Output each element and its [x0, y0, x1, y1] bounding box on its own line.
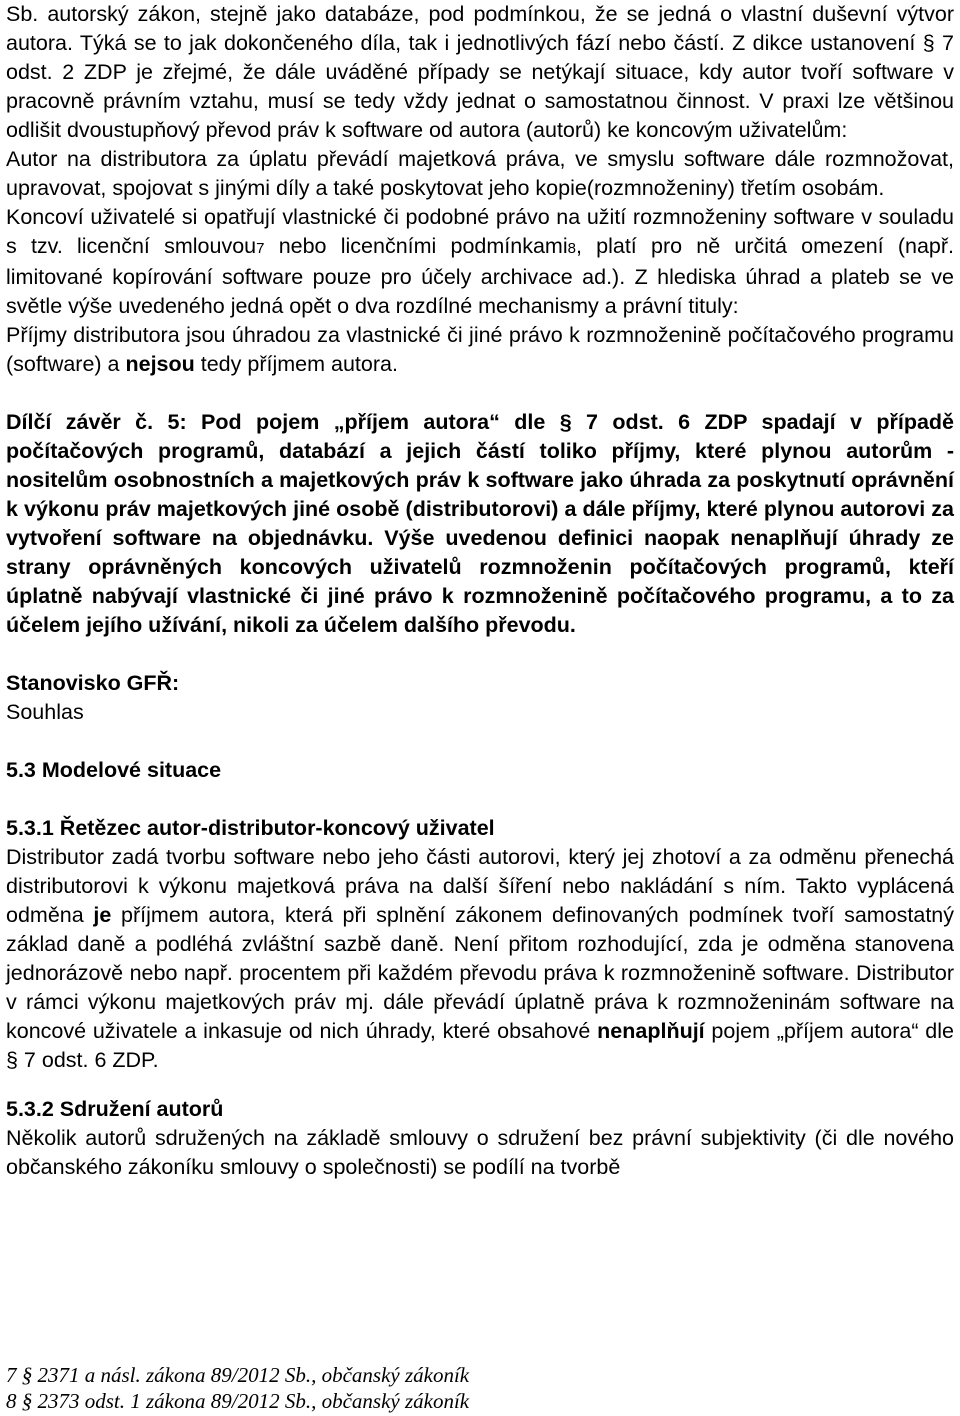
paragraph-intro: Sb. autorský zákon, stejně jako databáze, pod podmínkou, že se jedná o vlastní duševní výtvor autora. Týká se to jak dokončeného díla, tak i jednotlivých fází nebo částí. Z dikce ustanovení § 7 odst. 2 ZDP je zřejmé, že dále uváděné případy se netýkají situace, kdy autor tvoří software v pracovně právním vztahu, musí se tedy vždy jednat o samostatnou činnost. V praxi lze většinou odlišit dvoustupňový převod práv k software od autora (autorů) ke koncovým uživatelům: [6, 2, 954, 142]
paragraph-association: Několik autorů sdružených na základě smlouvy o sdružení bez právní subjektivity (či dle nového občanského zákoníku smlouvy o společnosti) se podílí na tvorbě [6, 1126, 954, 1179]
partial-conclusion: Dílčí závěr č. 5: Pod pojem „příjem autora“ dle § 7 odst. 6 ZDP spadají v případě počítačových programů, databází a jejich částí toliko příjmy, které plynou autorům - nositelům osobnostních a majetkových práv k software jako úhrada za poskytnutí oprávnění k výkonu práv majetkových jiné osobě (distributorovi) a dále příjmy, které plynou autorovi za vytvoření software na objednávku. Výše uvedenou definici naopak nenaplňují úhrady ze strany oprávněných koncových uživatelů rozmnoženin počítačových programů, kteří úplatně nabývají vlastnické či jiné právo k rozmnoženině počítačového programu, a to za účelem jejího užívání, nikoli za účelem dalšího převodu. [6, 410, 954, 637]
section-heading-5-3: 5.3 Modelové situace [6, 758, 222, 782]
opinion-title: Stanovisko GFŘ: [6, 671, 180, 695]
footnote-ref-8: 8 [567, 240, 576, 257]
paragraph-end-users: Koncoví uživatelé si opatřují vlastnické či podobné právo na užití rozmnoženiny software v souladu s tzv. licenční smlouvou7 nebo licenčními podmínkami8, platí pro ně určitá omezení (např. limitované kopírování software pouze pro účely archivace ad.). Z hlediska úhrad a plateb se ve světle výše uvedeného jedná opět o dva rozdílné mechanismy a právní tituly: [6, 205, 954, 318]
section-heading-5-3-2: 5.3.2 Sdružení autorů [6, 1097, 224, 1121]
footnote-ref-7: 7 [256, 240, 265, 257]
section-heading-5-3-1: 5.3.1 Řetězec autor-distributor-koncový uživatel [6, 816, 495, 840]
footnote-7: 7 § 2371 a násl. zákona 89/2012 Sb., občanský zákoník [6, 1363, 470, 1387]
opinion-value: Souhlas [6, 700, 84, 724]
footnote-8: 8 § 2373 odst. 1 zákona 89/2012 Sb., občanský zákoník [6, 1389, 470, 1413]
paragraph-distributor-income: Příjmy distributora jsou úhradou za vlastnické či jiné právo k rozmnoženině počítačového programu (software) a nejsou tedy příjmem autora. [6, 323, 954, 376]
paragraph-chain: Distributor zadá tvorbu software nebo jeho části autorovi, který jej zhotoví a za odměnu přenechá distributorovi k výkonu majetková práva na další šíření nebo nakládání s ním. Takto vyplácená odměna je příjmem autora, která při splnění zákonem definovaných podmínek tvoří samostatný základ daně a podléhá zvláštní sazbě daně. Není přitom rozhodující, zda je odměna stanovena jednorázově nebo např. procentem při každém převodu práva k rozmnoženině software. Distributor v rámci výkonu majetkových práv mj. dále převádí úplatně práva k rozmnoženinám software na koncové uživatele a inkasuje od nich úhrady, které obsahové nenaplňují pojem „příjem autora“ dle § 7 odst. 6 ZDP. [6, 845, 955, 1072]
footnotes [6, 1362, 469, 1414]
paragraph-author-distributor: Autor na distributora za úplatu převádí majetková práva, ve smyslu software dále rozmnožovat, upravovat, spojovat s jinými díly a také poskytovat jeho kopie(rozmnoženiny) třetím osobám. [6, 147, 954, 200]
